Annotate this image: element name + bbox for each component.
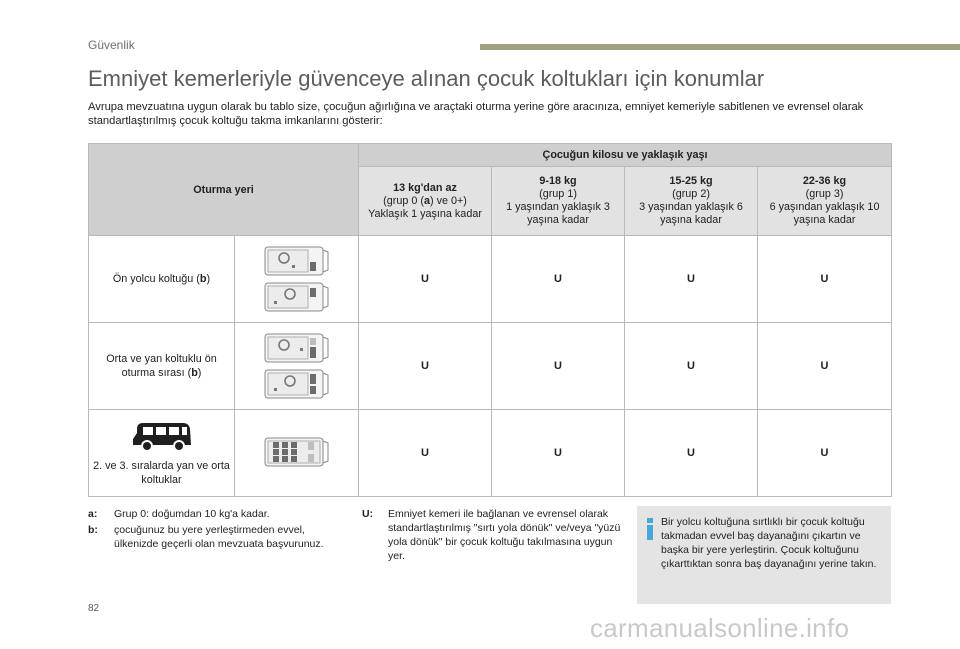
footnote-key: U: xyxy=(362,508,374,520)
watermark: carmanualsonline.info xyxy=(590,613,850,643)
footnote-text: Grup 0: doğumdan 10 kg'a kadar. xyxy=(114,508,270,520)
minibus-icon xyxy=(131,419,193,453)
value-cell: U xyxy=(625,410,758,497)
front-passenger-seat-diagram-icon xyxy=(264,246,330,276)
front-passenger-seat-diagram-icon xyxy=(264,282,330,312)
group-note: (grup 2) xyxy=(672,188,710,200)
column-header-group-1 xyxy=(492,167,625,236)
page-title: Emniyet kemerleriyle güvenceye alınan çocuk koltukları için konumlar xyxy=(88,66,765,91)
group-note: (grup 1) xyxy=(539,188,577,200)
seat-header: Oturma yeri xyxy=(89,144,359,236)
table-row xyxy=(89,410,892,497)
value-cell: U xyxy=(758,236,892,323)
intro-paragraph: Avrupa mevzuatına uygun olarak bu tablo size, çocuğun ağırlığına ve araçtaki oturma yerine göre aracınıza, emniyet kemeriyle sabitlenen ve evrensel olarak standartlaştırılmış çocuk koltuğu takma imkanlarını gösterir: xyxy=(88,101,864,127)
value-cell: U xyxy=(492,323,625,410)
value-cell: U xyxy=(359,410,492,497)
value-cell: U xyxy=(625,323,758,410)
value-cell: U xyxy=(359,323,492,410)
age-range: 3 yaşından yaklaşık 6 yaşına kadar xyxy=(639,201,743,226)
table-row xyxy=(89,236,892,323)
seat-label-front-passenger: Ön yolcu koltuğu (b) xyxy=(89,236,235,323)
footnote-key: a: xyxy=(88,508,98,520)
weight-range: 9-18 kg xyxy=(539,175,577,187)
value-cell: U xyxy=(758,323,892,410)
age-range: 6 yaşından yaklaşık 10 yaşına kadar xyxy=(769,201,880,226)
section-divider xyxy=(480,44,960,50)
footnote-key: b: xyxy=(88,524,98,536)
info-icon xyxy=(646,518,654,540)
table-row xyxy=(89,323,892,410)
footnote-text: çocuğunuz bu yere yerleştirmeden evvel, ülkenizde geçerli olan mevzuata başvurunuz. xyxy=(114,524,324,550)
weight-range: 15-25 kg xyxy=(669,175,713,187)
group-note: (grup 0 (a) ve 0+) xyxy=(383,194,467,207)
seat-label-front-bench: Orta ve yan koltuklu ön oturma sırası (b) xyxy=(89,323,235,410)
info-box xyxy=(637,506,891,604)
group-note: (grup 3) xyxy=(805,188,844,200)
rear-rows-seat-diagram-icon xyxy=(264,437,330,467)
column-header-group-3 xyxy=(758,167,892,236)
front-bench-seat-diagram-icon xyxy=(264,369,330,399)
seat-diagram-cell xyxy=(235,323,359,410)
value-cell: U xyxy=(359,236,492,323)
footnote-a xyxy=(88,507,348,521)
section-label: Güvenlik xyxy=(88,38,135,52)
value-cell: U xyxy=(492,410,625,497)
age-range: 1 yaşından yaklaşık 3 yaşına kadar xyxy=(506,201,610,226)
seat-diagram-cell xyxy=(235,236,359,323)
page-number: 82 xyxy=(88,603,100,614)
weight-range: 13 kg'dan az xyxy=(393,181,457,194)
value-cell: U xyxy=(492,236,625,323)
weight-age-header: Çocuğun kilosu ve yaklaşık yaşı xyxy=(359,144,892,167)
footnote-b xyxy=(88,523,348,551)
value-cell: U xyxy=(758,410,892,497)
column-header-group-2 xyxy=(625,167,758,236)
value-cell: U xyxy=(625,236,758,323)
footnotes-left xyxy=(88,507,348,553)
weight-range: 22-36 kg xyxy=(802,175,847,187)
seat-label-rear-rows: 2. ve 3. sıralarda yan ve orta koltuklar xyxy=(89,410,235,497)
footnote-u xyxy=(362,507,624,565)
footnote-text: Emniyet kemeri ile bağlanan ve evrensel olarak standartlaştırılmış "sırtı yola dönük" ve/veya "yüzü yola dönük" bir çocuk koltuğu takılmasına uygun yer. xyxy=(388,508,621,562)
front-bench-seat-diagram-icon xyxy=(264,333,330,363)
child-seat-table xyxy=(88,143,892,497)
column-header-group-0 xyxy=(359,167,492,236)
info-text: Bir yolcu koltuğuna sırtlıklı bir çocuk koltuğu takmadan evvel baş dayanağını çıkartın ve başka bir yere yerleştirin. Çocuk koltuğunu çıkarttıktan sonra baş dayanağını yerine takın. xyxy=(661,516,877,570)
seat-diagram-cell xyxy=(235,410,359,497)
age-range: Yaklaşık 1 yaşına kadar xyxy=(368,207,482,220)
